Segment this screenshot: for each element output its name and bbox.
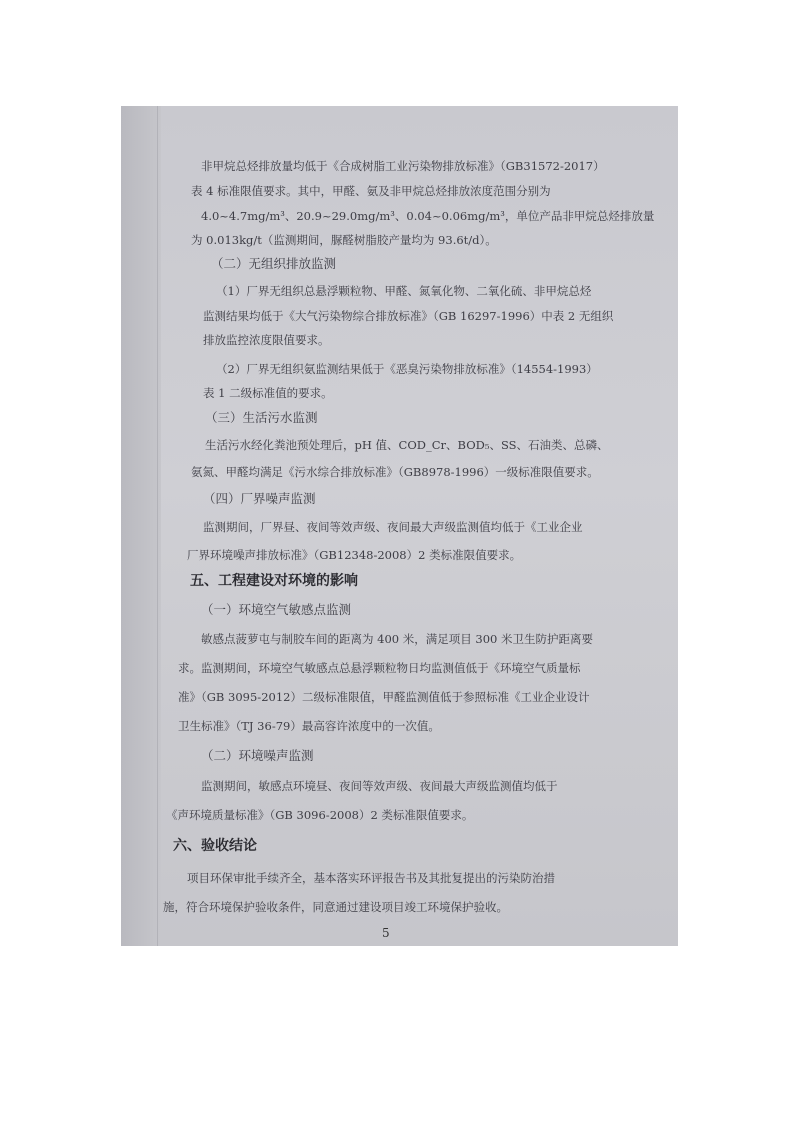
text-line: 项目环保审批手续齐全，基本落实环评报告书及其批复提出的污染防治措: [187, 871, 555, 885]
document-photo: [121, 106, 678, 946]
text-line: 敏感点菠萝屯与制胶车间的距离为 400 米，满足项目 300 米卫生防护距离要: [201, 632, 594, 646]
text-line: 厂界环境噪声排放标准》（GB12348-2008）2 类标准限值要求。: [187, 548, 522, 562]
section-subheading: （一）环境空气敏感点监测: [201, 602, 352, 617]
text-line: 监测期间，敏感点环境昼、夜间等效声级、夜间最大声级监测值均低于: [201, 779, 558, 793]
text-line: 氨氮、甲醛均满足《污水综合排放标准》（GB8978-1996）一级标准限值要求。: [191, 465, 599, 479]
text-line: 排放监控浓度限值要求。: [203, 333, 330, 347]
section-subheading: （三）生活污水监测: [205, 410, 318, 425]
text-line: 非甲烷总烃排放量均低于《合成树脂工业污染物排放标准》（GB31572-2017）: [201, 159, 605, 173]
text-line: 卫生标准》（TJ 36-79）最高容许浓度中的一次值。: [178, 719, 440, 733]
text-line: 求。监测期间，环境空气敏感点总悬浮颗粒物日均监测值低于《环境空气质量标: [178, 661, 581, 675]
page-edge: [157, 106, 158, 946]
page-number: 5: [382, 926, 390, 940]
text-line: （2）厂界无组织氨监测结果低于《恶臭污染物排放标准》（14554-1993）: [216, 362, 598, 376]
text-line: 4.0~4.7mg/m³、20.9~29.0mg/m³、0.04~0.06mg/m³，单位产品非甲烷总烃排放量: [201, 209, 655, 223]
section-heading: 五、工程建设对环境的影响: [190, 573, 358, 589]
text-line: 《声环境质量标准》（GB 3096-2008）2 类标准限值要求。: [166, 808, 474, 822]
section-heading: 六、验收结论: [173, 838, 257, 854]
text-line: 施，符合环境保护验收条件，同意通过建设项目竣工环境保护验收。: [163, 900, 508, 914]
text-line: 表 4 标准限值要求。其中，甲醛、氨及非甲烷总烃排放浓度范围分别为: [191, 184, 551, 198]
text-line: 生活污水经化粪池预处理后，pH 值、COD_Cr、BOD₅、SS、石油类、总磷、: [205, 438, 609, 452]
text-line: 监测期间，厂界昼、夜间等效声级、夜间最大声级监测值均低于《工业企业: [203, 520, 583, 534]
section-subheading: （二）环境噪声监测: [201, 748, 314, 763]
section-subheading: （四）厂界噪声监测: [203, 491, 316, 506]
text-line: 表 1 二级标准值的要求。: [203, 386, 333, 400]
text-line: （1）厂界无组织总悬浮颗粒物、甲醛、氮氧化物、二氧化硫、非甲烷总烃: [216, 284, 592, 298]
text-line: 监测结果均低于《大气污染物综合排放标准》（GB 16297-1996）中表 2 无组织: [203, 309, 614, 323]
text-line: 为 0.013kg/t（监测期间，脲醛树脂胶产量均为 93.6t/d）。: [191, 233, 497, 247]
text-line: 准》（GB 3095-2012）二级标准限值，甲醛监测值低于参照标准《工业企业设计: [178, 690, 590, 704]
section-subheading: （二）无组织排放监测: [211, 256, 337, 271]
